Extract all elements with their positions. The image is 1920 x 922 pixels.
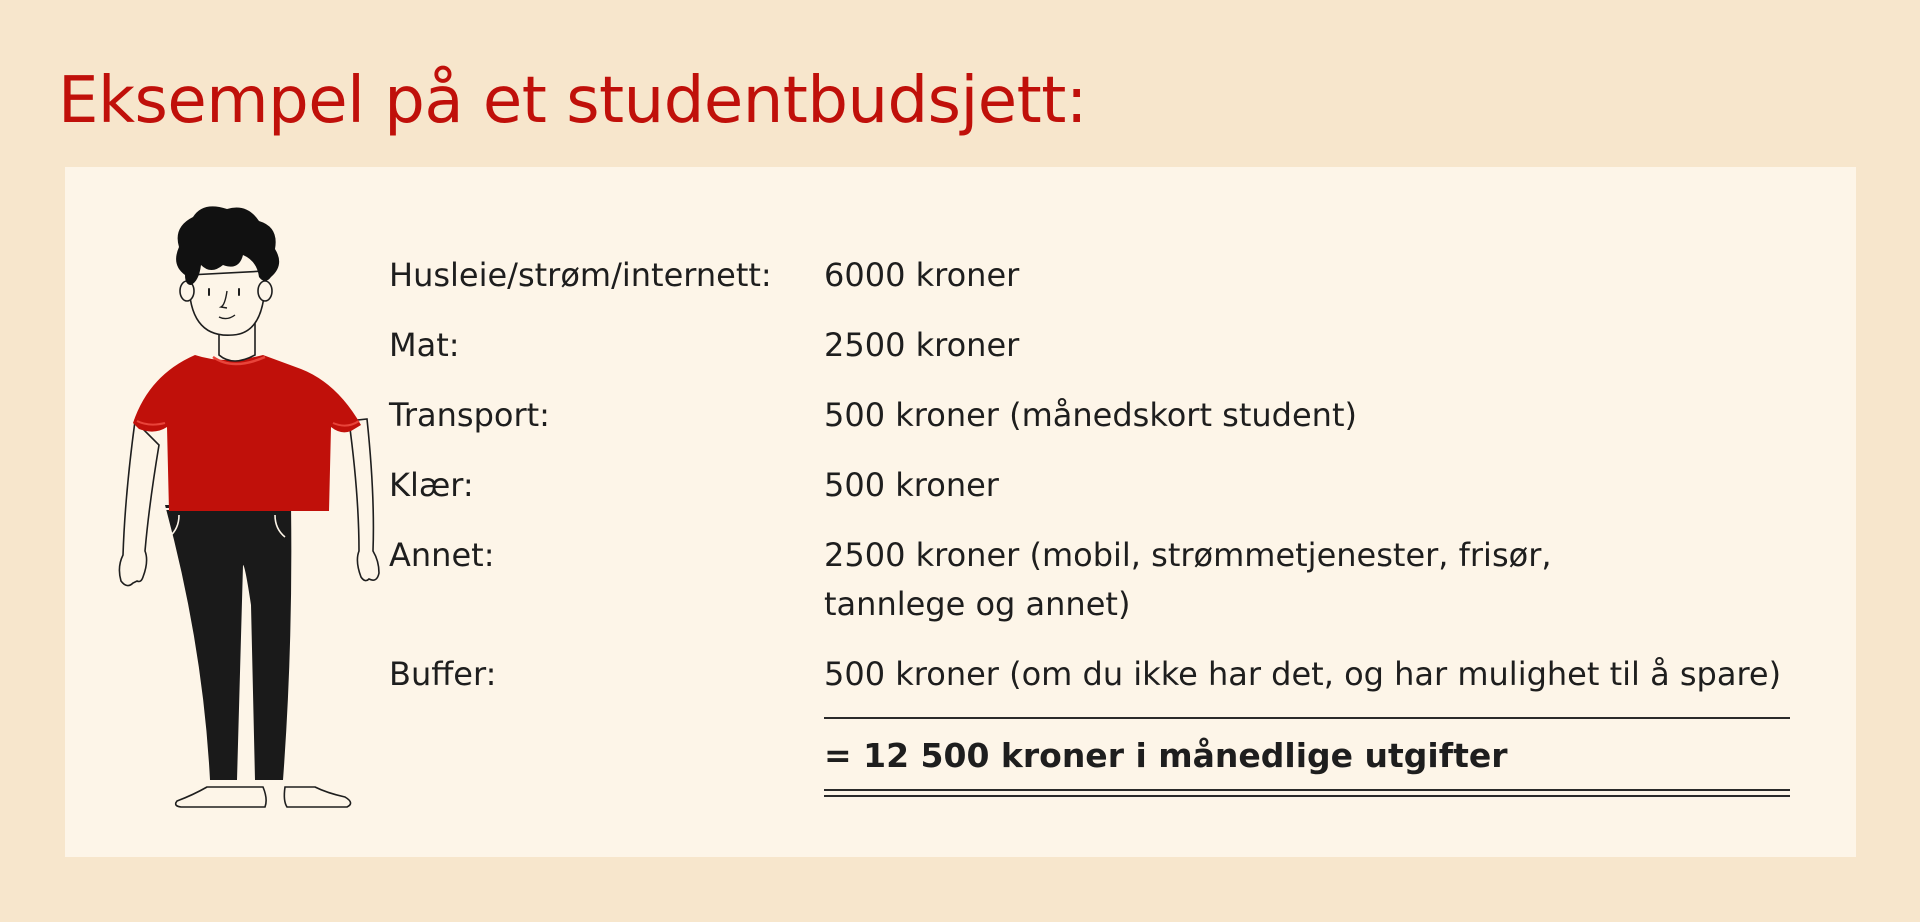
row-value-husleie: 6000 kroner: [824, 256, 1020, 294]
total-double-rule-top: [824, 789, 1790, 791]
row-label-husleie: Husleie/strøm/internett:: [389, 256, 772, 294]
student-figure-icon: [115, 205, 415, 825]
row-label-annet: Annet:: [389, 536, 495, 574]
row-value-transport: 500 kroner (månedskort student): [824, 396, 1357, 434]
row-value-mat: 2500 kroner: [824, 326, 1020, 364]
row-label-klaer: Klær:: [389, 466, 474, 504]
row-value-annet: 2500 kroner (mobil, strømmetjenester, frisør,: [824, 536, 1552, 574]
row-value-klaer: 500 kroner: [824, 466, 999, 504]
row-value-annet-line2: tannlege og annet): [824, 585, 1131, 623]
page-title: Eksempel på et studentbudsjett:: [58, 64, 1087, 138]
row-label-buffer: Buffer:: [389, 655, 497, 693]
row-label-mat: Mat:: [389, 326, 460, 364]
total-double-rule-bottom: [824, 795, 1790, 797]
row-value-buffer: 500 kroner (om du ikke har det, og har mulighet til å spare): [824, 655, 1782, 693]
row-label-transport: Transport:: [389, 396, 550, 434]
budget-card: [65, 167, 1856, 857]
sum-divider: [824, 717, 1790, 719]
total-sum: = 12 500 kroner i månedlige utgifter: [824, 736, 1508, 775]
